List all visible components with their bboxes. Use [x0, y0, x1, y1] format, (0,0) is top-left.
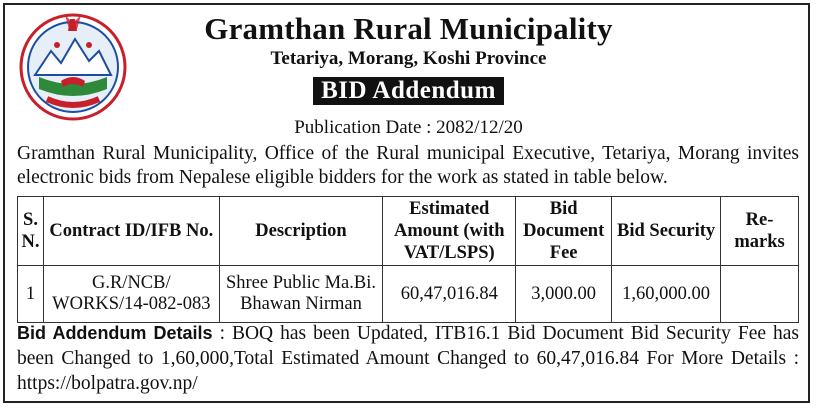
- cell-description: [219, 266, 383, 323]
- header-remarks: Re-marks: [721, 197, 799, 266]
- table-header-row: [18, 197, 799, 266]
- addendum-details-text: : BOQ has been Updated, ITB16.1 Bid Document Bid Security Fee has been Changed to 1,60,000,Total Estimated Amount Changed to 60,47,016.84 For More Details : https://bolpatra.gov.np/: [17, 323, 799, 394]
- contract-id-line1: G.R/NCB/: [91, 273, 171, 293]
- header-bid-security: Bid Security: [612, 197, 721, 266]
- cell-estimated-amount: 60,47,016.84: [383, 266, 516, 323]
- cell-contract-id: [43, 266, 219, 323]
- cell-sn: 1: [18, 266, 44, 323]
- page-title: Gramthan Rural Municipality: [204, 11, 613, 46]
- header-contract-id: Contract ID/IFB No.: [43, 197, 219, 266]
- cell-bid-document-fee: 3,000.00: [516, 266, 612, 323]
- header-sn: S. N.: [18, 197, 44, 266]
- publication-date: Publication Date : 2082/12/20: [294, 117, 523, 138]
- header-estimated-amount: Estimated Amount (with VAT/LSPS): [383, 197, 516, 266]
- page-subtitle: Tetariya, Morang, Koshi Province: [270, 48, 547, 69]
- bids-table: [17, 196, 799, 323]
- header-bid-document-fee: Bid Document Fee: [516, 197, 612, 266]
- header: [5, 11, 812, 105]
- contract-id-line2: WORKS/14-082-083: [52, 294, 211, 314]
- intro-paragraph: Gramthan Rural Municipality, Office of the Rural municipal Executive, Tetariya, Morang invites electronic bids from Nepalese eligible bidders for the work as stated in table below.: [17, 143, 799, 188]
- cell-bid-security: 1,60,000.00: [612, 266, 721, 323]
- bid-addendum-banner: BID Addendum: [313, 77, 504, 105]
- notice-frame: [3, 3, 810, 403]
- cell-remarks: [721, 266, 799, 323]
- header-description: Description: [219, 197, 383, 266]
- description-line1: Shree Public Ma.Bi.: [225, 273, 376, 293]
- table-row: [18, 266, 799, 323]
- addendum-details: [17, 321, 799, 396]
- description-line2: Bhawan Nirman: [240, 294, 362, 314]
- addendum-details-label: Bid Addendum Details: [17, 323, 213, 343]
